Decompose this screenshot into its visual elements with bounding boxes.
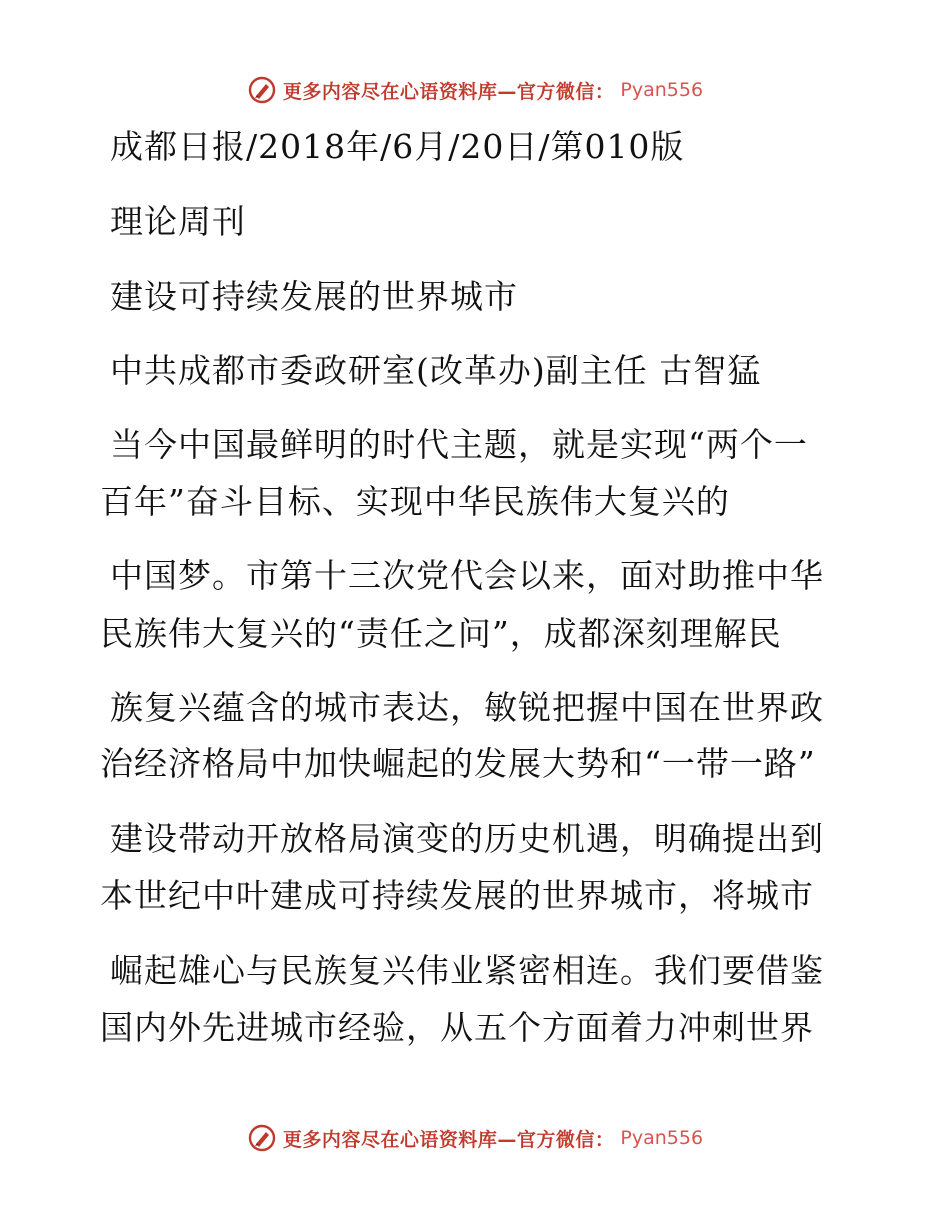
watermark-content (247, 75, 703, 105)
watermark-bottom (0, 1118, 950, 1158)
body-line: 治经济格局中加快崛起的发展大势和“一带一路” (100, 744, 816, 783)
watermark-content (247, 1123, 703, 1153)
watermark-text-cn: 更多内容尽在心语资料库—官方微信： (282, 80, 615, 103)
article-author: 中共成都市委政研室(改革办)副主任 古智猛 (110, 351, 762, 390)
body-line: 崛起雄心与民族复兴伟业紧密相连。我们要借鉴 (110, 951, 824, 990)
body-line: 百年”奋斗目标、实现中华民族伟大复兴的 (100, 482, 730, 521)
body-line: 民族伟大复兴的“责任之问”，成都深刻理解民 (100, 614, 782, 653)
article-title: 建设可持续发展的世界城市 (110, 277, 518, 316)
watermark-wechat-id: Pyan556 (620, 1127, 704, 1149)
pen-circle-logo-icon (247, 75, 277, 105)
pen-circle-logo-icon (247, 1123, 277, 1153)
watermark-wechat-id: Pyan556 (620, 79, 704, 101)
body-line: 国内外先进城市经验，从五个方面着力冲刺世界 (100, 1008, 814, 1047)
watermark-top (0, 70, 950, 110)
body-line: 建设带动开放格局演变的历史机遇，明确提出到 (110, 819, 824, 858)
body-line: 中国梦。市第十三次党代会以来，面对助推中华 (110, 556, 824, 595)
watermark-text-cn: 更多内容尽在心语资料库—官方微信： (282, 1128, 615, 1151)
column-name: 理论周刊 (110, 202, 246, 241)
source-line: 成都日报/2018年/6月/20日/第010版 (110, 127, 685, 166)
body-line: 本世纪中叶建成可持续发展的世界城市，将城市 (100, 876, 814, 915)
body-line: 当今中国最鲜明的时代主题，就是实现“两个一 (110, 425, 808, 464)
body-line: 族复兴蕴含的城市表达，敏锐把握中国在世界政 (110, 688, 824, 727)
